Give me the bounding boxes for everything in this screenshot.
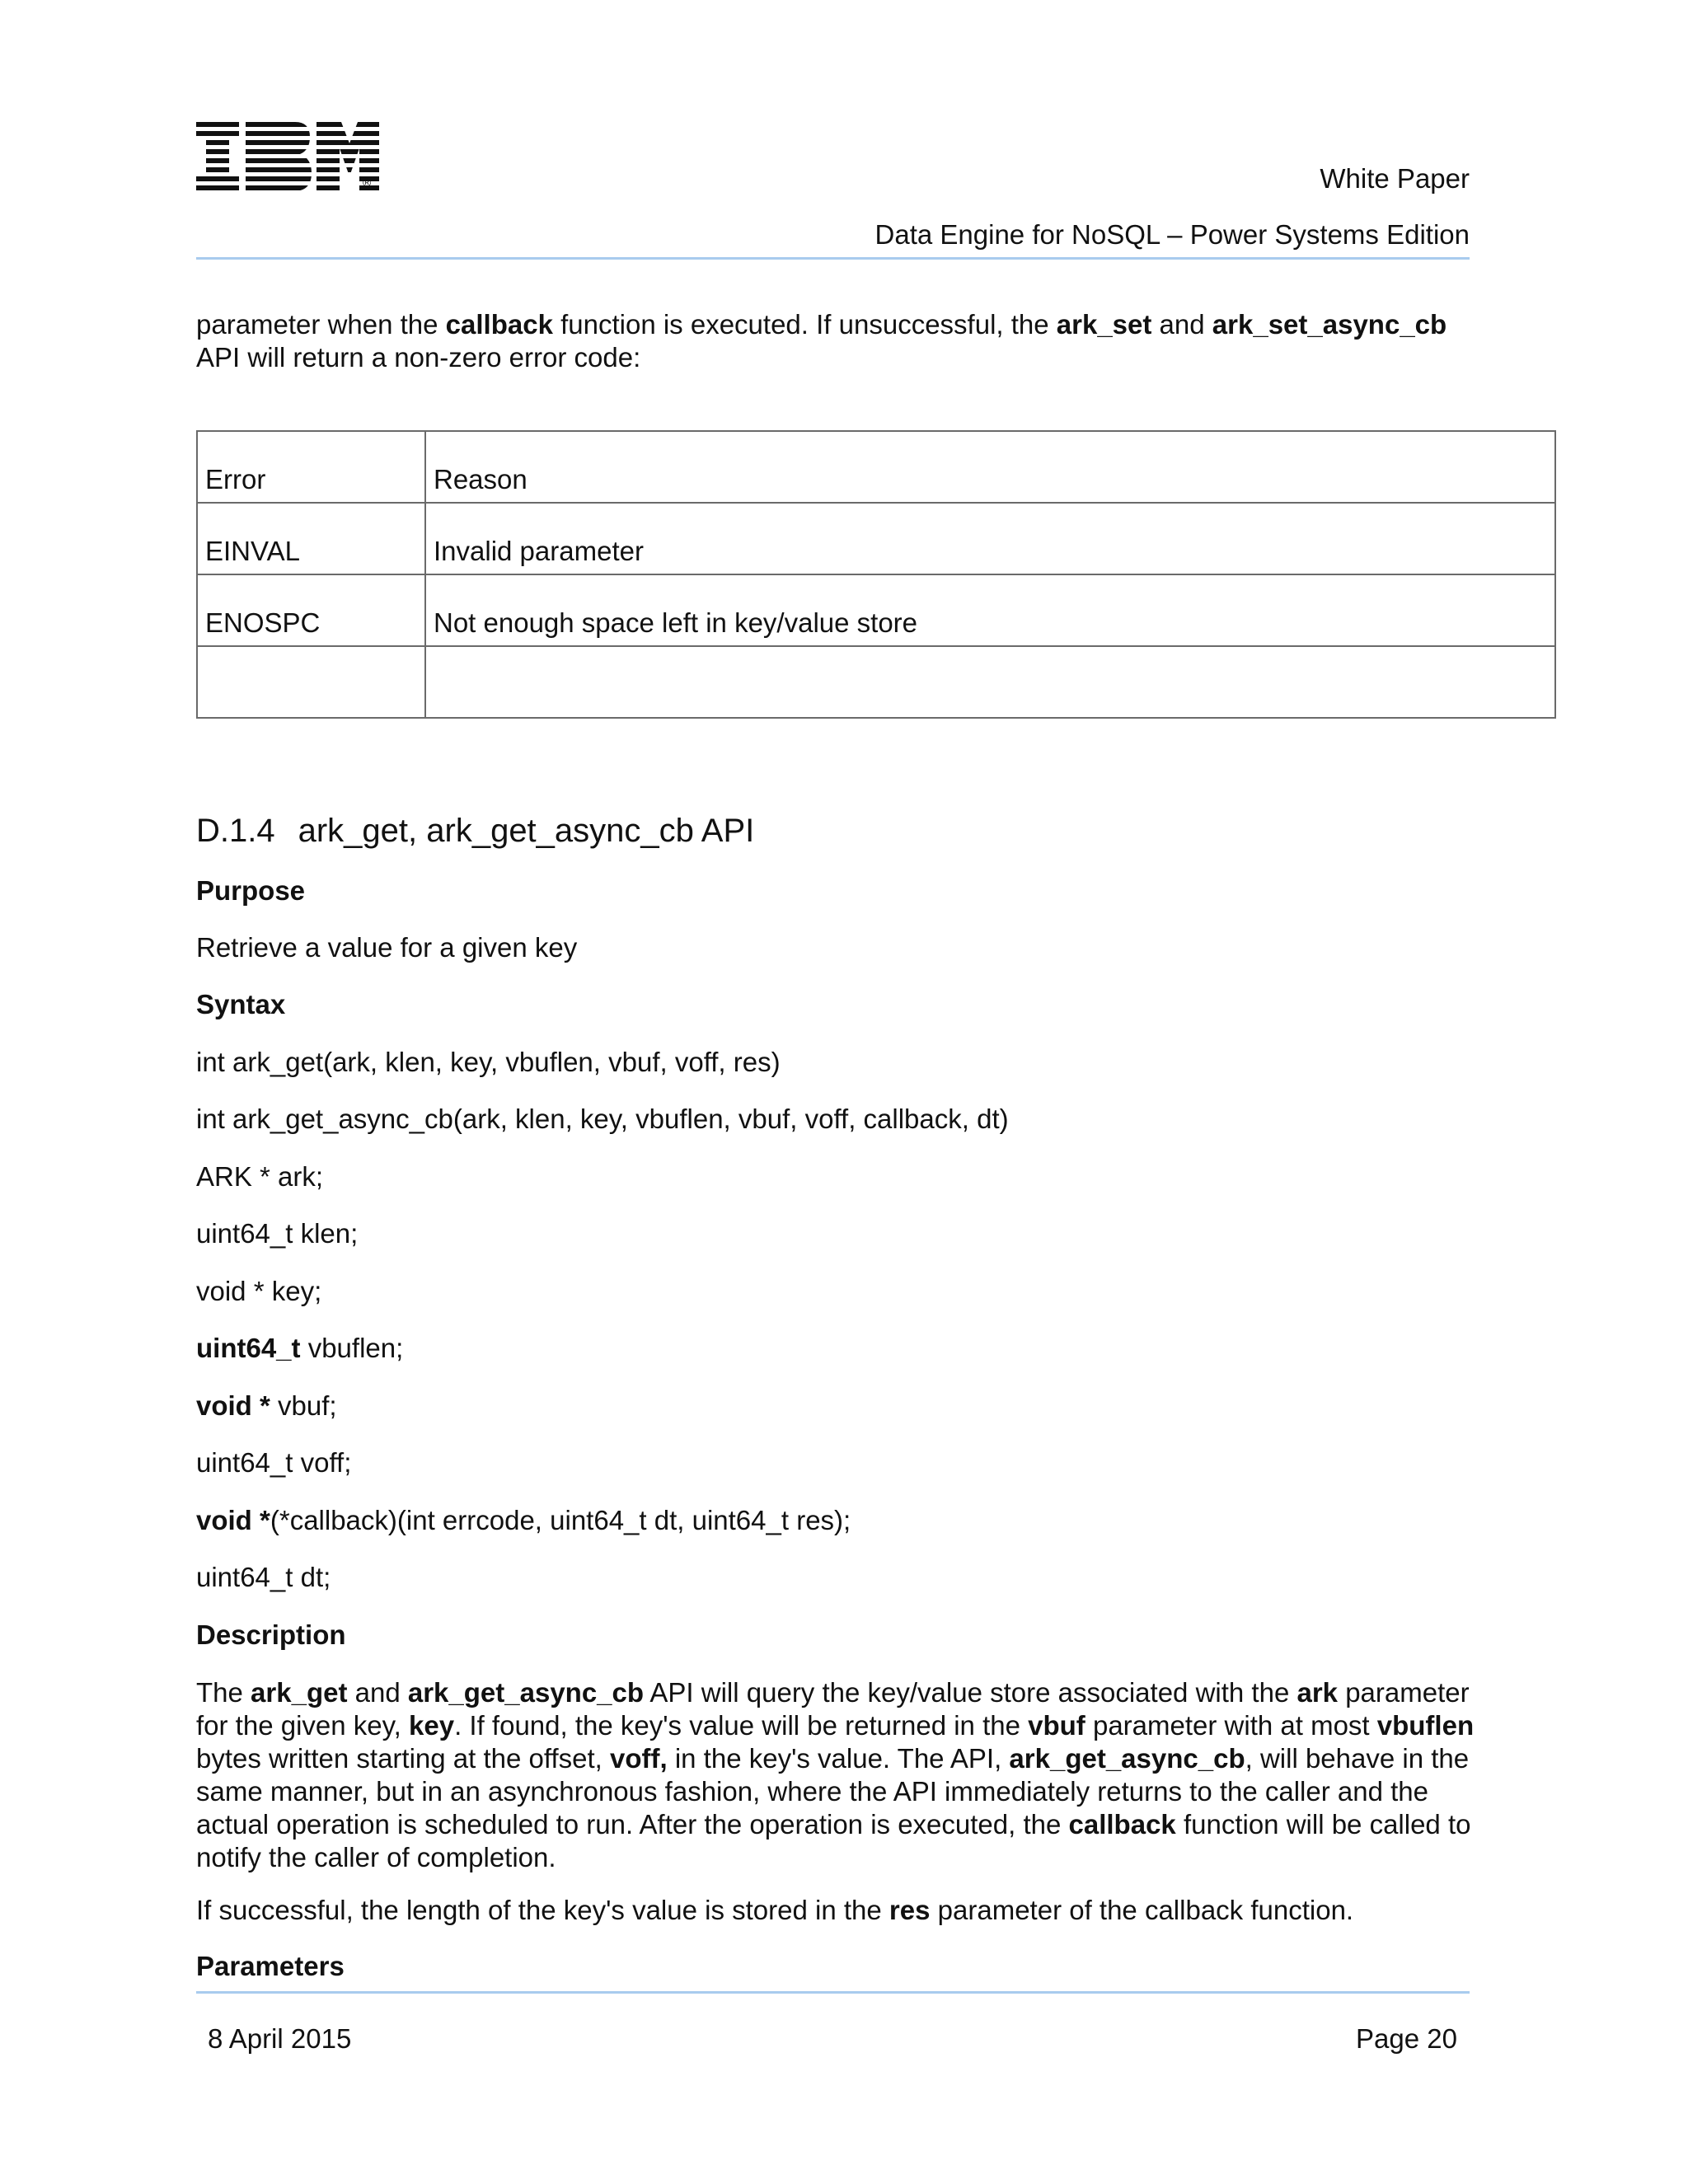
- desc-text: in the key's value. The API,: [667, 1743, 1010, 1774]
- declaration-name: (*callback)(int errcode, uint64_t dt, uint64_t res);: [270, 1505, 851, 1535]
- desc-text: If successful, the length of the key's value is stored in the: [196, 1895, 889, 1925]
- declaration-type: uint64_t: [196, 1333, 301, 1363]
- intro-bold: callback: [445, 309, 553, 340]
- description-heading: Description: [196, 1619, 346, 1650]
- section-number: D.1.4: [196, 813, 275, 849]
- parameters-heading: Parameters: [196, 1951, 345, 1981]
- desc-bold: key: [409, 1710, 455, 1741]
- declaration-name: vbuf;: [270, 1390, 337, 1421]
- desc-bold: ark_get_async_cb: [1009, 1743, 1245, 1774]
- syntax-declaration: [196, 1333, 1482, 1364]
- syntax-declaration: uint64_t dt;: [196, 1562, 331, 1592]
- table-cell: EINVAL: [197, 503, 425, 574]
- syntax-declaration: uint64_t klen;: [196, 1218, 359, 1249]
- syntax-declaration: [196, 1505, 1482, 1536]
- syntax-declaration: uint64_t voff;: [196, 1447, 352, 1478]
- desc-text: and: [347, 1677, 408, 1708]
- table-header-cell: Error: [197, 431, 425, 503]
- desc-bold: ark_get_async_cb: [407, 1677, 645, 1708]
- syntax-signature: int ark_get_async_cb(ark, klen, key, vbuflen, vbuf, voff, callback, dt): [196, 1104, 1009, 1134]
- footer-rule: [196, 1991, 1470, 1994]
- syntax-declaration: void * key;: [196, 1276, 322, 1306]
- desc-text: The: [196, 1677, 251, 1708]
- syntax-signature: int ark_get(ark, klen, key, vbuflen, vbuf, voff, res): [196, 1047, 781, 1077]
- declaration-name: vbuflen;: [300, 1333, 404, 1363]
- table-row: [197, 503, 1555, 574]
- table-header-row: [197, 431, 1555, 503]
- desc-bold: ark_get: [251, 1677, 348, 1708]
- syntax-declaration: [196, 1390, 1482, 1422]
- error-code-table: [196, 430, 1556, 719]
- table-row: [197, 574, 1555, 646]
- desc-text: bytes written starting at the offset,: [196, 1743, 610, 1774]
- desc-text: parameter with at most: [1085, 1710, 1377, 1741]
- desc-bold: callback: [1068, 1809, 1176, 1840]
- table-cell: ENOSPC: [197, 574, 425, 646]
- desc-text: . If found, the key's value will be returned in the: [454, 1710, 1029, 1741]
- syntax-declaration: ARK * ark;: [196, 1161, 324, 1192]
- table-cell: [197, 646, 425, 718]
- desc-text: function will be called to notify the caller of completion.: [196, 1809, 1471, 1872]
- section-title-text: ark_get, ark_get_async_cb API: [298, 813, 755, 849]
- intro-paragraph: [196, 308, 1482, 374]
- table-header-cell: Reason: [425, 431, 1555, 503]
- purpose-text: Retrieve a value for a given key: [196, 932, 578, 963]
- declaration-type: void *: [196, 1505, 270, 1535]
- syntax-heading: Syntax: [196, 989, 286, 1019]
- desc-bold: vbuflen: [1376, 1710, 1475, 1741]
- desc-text: parameter of the callback function.: [930, 1895, 1354, 1925]
- desc-text: API will query the key/value store associated with the: [644, 1677, 1297, 1708]
- header-rule: [196, 257, 1470, 260]
- table-row: [197, 646, 1555, 718]
- ibm-logo: [196, 122, 379, 191]
- intro-text: function is executed. If unsuccessful, the: [552, 309, 1057, 340]
- table-cell: [425, 646, 1555, 718]
- desc-bold: voff,: [609, 1743, 668, 1774]
- section-title: [196, 813, 754, 850]
- intro-bold: ark_set: [1056, 309, 1152, 340]
- intro-text: and: [1151, 309, 1212, 340]
- header-doc-type: White Paper: [1320, 163, 1470, 194]
- header-doc-title: Data Engine for NoSQL – Power Systems Edition: [874, 219, 1470, 250]
- footer-page-number: Page 20: [1356, 2023, 1457, 2054]
- intro-bold: ark_set_async_cb: [1212, 309, 1447, 340]
- desc-bold: ark: [1296, 1677, 1339, 1708]
- intro-text: parameter when the: [196, 309, 446, 340]
- purpose-heading: Purpose: [196, 875, 306, 906]
- declaration-type: void *: [196, 1390, 270, 1421]
- intro-text: API will return a non-zero error code:: [196, 342, 641, 373]
- desc-text: , will behave in the same manner, but in an asynchronous fashion, where the API immediately returns to the caller and the actual operation is scheduled to run. After the operation is executed, the: [196, 1743, 1470, 1840]
- table-cell: Invalid parameter: [425, 503, 1555, 574]
- description-paragraph: [196, 1676, 1478, 1874]
- desc-bold: res: [889, 1895, 931, 1925]
- desc-text: parameter for the given key,: [196, 1677, 1470, 1741]
- table-cell: Not enough space left in key/value store: [425, 574, 1555, 646]
- registered-mark: ®: [363, 176, 372, 189]
- footer-date: 8 April 2015: [208, 2023, 352, 2054]
- desc-bold: vbuf: [1028, 1710, 1085, 1741]
- result-paragraph: [196, 1894, 1482, 1927]
